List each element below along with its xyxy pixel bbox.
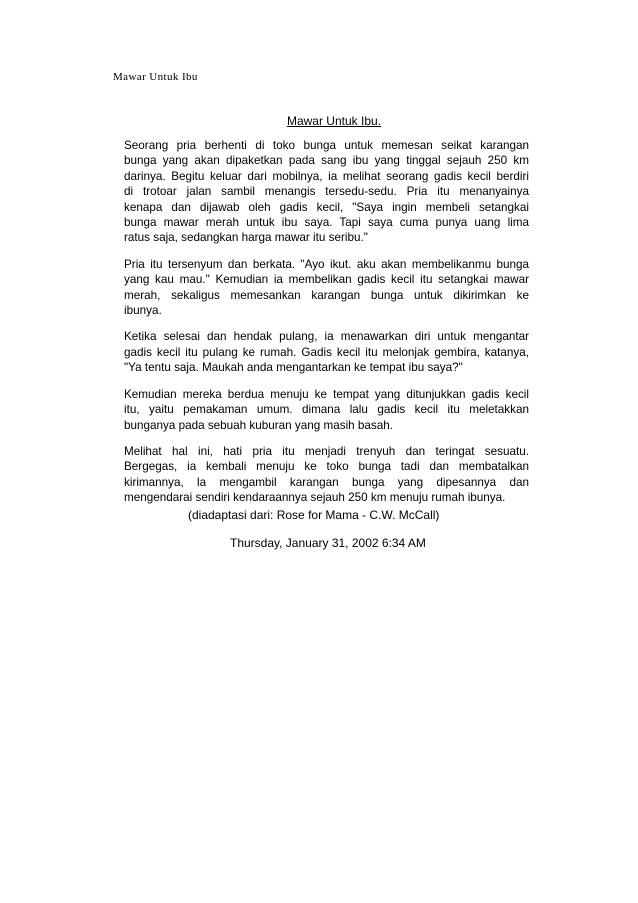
paragraph-line: Bergegas, ia kembali menuju ke toko bunga tadi dan membatalkan [124, 460, 529, 474]
story-paragraph [124, 257, 529, 319]
timestamp: Thursday, January 31, 2002 6:34 AM [230, 536, 426, 550]
paragraph-line: mengendarai sendiri kendaraannya sejauh 250 km menuju rumah ibunya. [124, 491, 506, 505]
paragraph-line: di trotoar jalan sambil menangis tersedu-sedu. Pria itu menanyainya [124, 185, 529, 199]
paragraph-line: yang kau mau." Kemudian ia membelikan gadis kecil itu setangkai mawar [124, 273, 529, 287]
paragraph-line: gadis kecil itu pulang ke rumah. Gadis kecil itu melonjak gembira, katanya, [124, 345, 529, 359]
paragraph-line: ratus saja, sedangkan harga mawar itu seribu." [124, 231, 368, 245]
story-paragraph [124, 138, 529, 246]
paragraph-line: bunga yang akan dipaketkan pada sang ibu yang tinggal sejauh 250 km [124, 154, 529, 168]
paragraph-line: bunganya pada sebuah kuburan yang masih basah. [124, 418, 394, 432]
paragraph-line: bunga mawar merah untuk ibu saya. Tapi saya cuma punya uang lima [124, 216, 529, 230]
story-paragraph [124, 329, 529, 375]
document-title [0, 114, 638, 128]
story-paragraph [124, 387, 529, 433]
paragraph-line: itu, yaitu pemakaman umum. dimana lalu gadis kecil itu meletakkan [124, 403, 529, 417]
document-title-text: Mawar Untuk Ibu. [286, 114, 382, 128]
paragraph-line: Ketika selesai dan hendak pulang, ia menawarkan diri untuk mengantar [124, 330, 529, 344]
paragraph-line: "Ya tentu saja. Maukah anda mengantarkan ke tempat ibu saya?" [124, 361, 463, 375]
source-attribution: (diadaptasi dari: Rose for Mama - C.W. McCall) [188, 508, 440, 522]
paragraph-line: darinya. Begitu keluar dari mobilnya, ia melihat seorang gadis kecil berdiri [124, 169, 529, 183]
paragraph-line: Seorang pria berhenti di toko bunga untuk memesan seikat karangan [124, 139, 529, 152]
story-paragraph [124, 444, 529, 506]
paragraph-line: ibunya. [124, 304, 162, 318]
paragraph-line: Pria itu tersenyum dan berkata. "Ayo ikut. aku akan membelikanmu bunga [124, 257, 529, 271]
paragraph-line: merah, sekaligus memesankan karangan bunga untuk dikirimkan ke [124, 288, 529, 302]
paragraph-line: kirimannya, la mengambil karangan bunga yang dipesannya dan [124, 475, 529, 489]
paragraph-line: Kemudian mereka berdua menuju ke tempat yang ditunjukkan gadis kecil [124, 387, 529, 401]
story-body [124, 138, 529, 517]
paragraph-line: Melihat hal ini, hati pria itu menjadi trenyuh dan teringat sesuatu. [124, 444, 529, 458]
paragraph-line: kenapa dan dijawab oleh gadis kecil, "Saya ingin membeli setangkai [124, 200, 529, 214]
running-header: Mawar Untuk Ibu [113, 71, 198, 83]
